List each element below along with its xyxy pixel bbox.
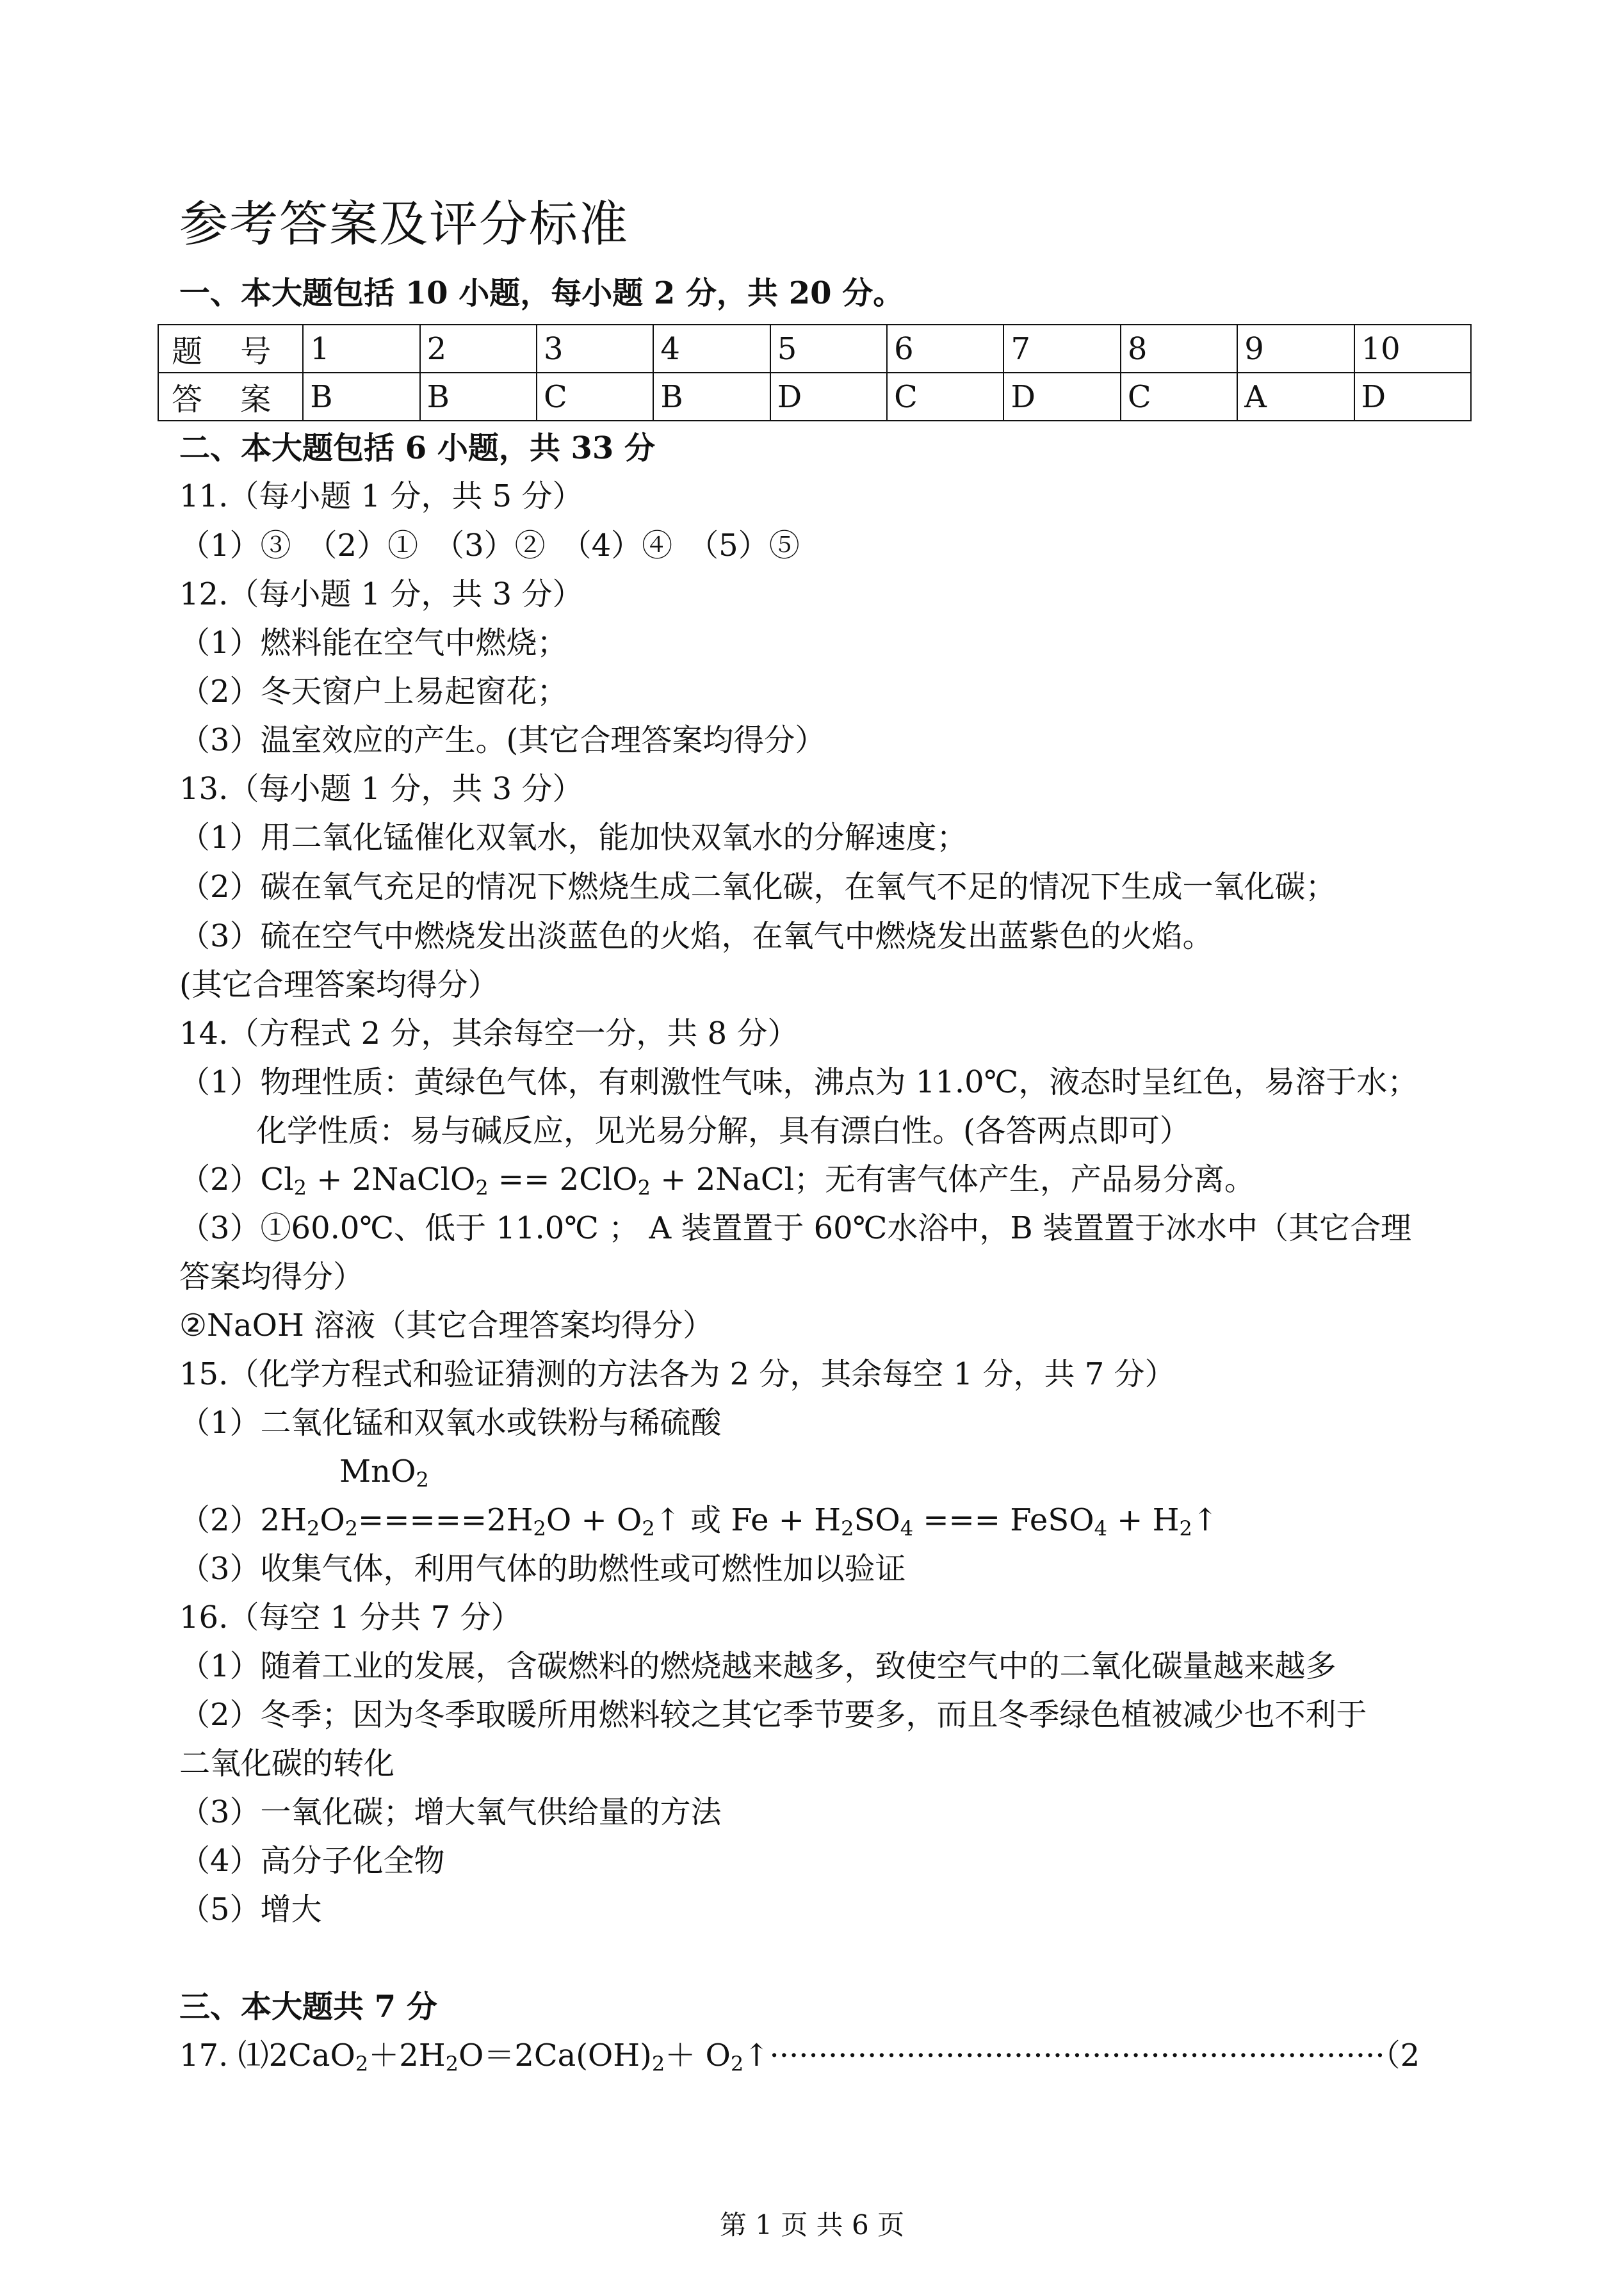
table-cell: B — [420, 373, 537, 421]
table-cell: 3 — [537, 325, 653, 373]
equation-text: ＋ O — [665, 2038, 731, 2073]
subscript: 2 — [841, 1516, 854, 1541]
subscript: 2 — [345, 1516, 359, 1541]
section3-heading: 三、本大题共 7 分 — [179, 1989, 437, 2025]
equation-text: === FeSO — [913, 1502, 1094, 1538]
q13-item-1: （1）用二氧化锰催化双氧水，能加快双氧水的分解速度； — [179, 820, 968, 856]
q14-heading: 14.（方程式 2 分，其余每空一分，共 8 分） — [179, 1016, 799, 1051]
table-cell: B — [653, 373, 770, 421]
section1-heading: 一、本大题包括 10 小题，每小题 2 分，共 20 分。 — [179, 275, 904, 311]
row-label-number: 题 号 — [158, 325, 303, 373]
q11-heading: 11.（每小题 1 分，共 5 分） — [179, 478, 583, 514]
subscript: 2 — [416, 1468, 429, 1492]
table-cell: C — [537, 373, 653, 421]
q16-item-2a: （2）冬季；因为冬季取暖所用燃料较之其它季节要多，而且冬季绿色植被减少也不利于 — [179, 1697, 1367, 1733]
table-cell: 10 — [1354, 325, 1471, 373]
equation-text: ＋2H — [368, 2038, 446, 2073]
equation-text: SO — [854, 1502, 900, 1538]
equation-text: 17. ⑴2CaO — [179, 2038, 355, 2073]
q13-item-2: （2）碳在氧气充足的情况下燃烧生成二氧化碳，在氧气不足的情况下生成一氧化碳； — [179, 869, 1336, 905]
q15-item-3: （3）收集气体，利用气体的助燃性或可燃性加以验证 — [179, 1551, 906, 1587]
subscript: 4 — [900, 1516, 914, 1541]
q13-note: (其它合理答案均得分） — [179, 967, 499, 1003]
table-cell: 7 — [1003, 325, 1120, 373]
equation-text: （2）Cl — [179, 1162, 294, 1197]
table-row-numbers — [158, 325, 1471, 373]
q16-item-5: （5）增大 — [179, 1892, 322, 1927]
q16-item-3: （3）一氧化碳；增大氧气供给量的方法 — [179, 1794, 722, 1830]
equation-text: + H — [1107, 1502, 1180, 1538]
subscript: 2 — [1179, 1516, 1192, 1541]
q11-answers: （1）③ （2）① （3）② （4）④ （5）⑤ — [179, 528, 800, 564]
section2-heading: 二、本大题包括 6 小题，共 33 分 — [179, 430, 656, 466]
table-cell: D — [770, 373, 887, 421]
subscript: 2 — [533, 1516, 546, 1541]
equation-text: ↑ 或 Fe + H — [654, 1502, 841, 1538]
equation-text: O＝2Ca(OH) — [458, 2038, 652, 2073]
equation-text: + 2NaClO — [306, 1162, 476, 1197]
equation-text: + 2NaCl；无有害气体产生，产品易分离。 — [650, 1162, 1255, 1197]
q14-item-2-equation — [179, 1160, 1255, 1199]
table-cell: C — [1121, 373, 1237, 421]
subscript: 2 — [642, 1516, 655, 1541]
subscript: 2 — [651, 2052, 665, 2076]
equation-text: == 2ClO — [488, 1162, 638, 1197]
q12-heading: 12.（每小题 1 分，共 3 分） — [179, 576, 583, 612]
q14-item-1-chemical: 化学性质：易与碱反应，见光易分解，具有漂白性。(各答两点即可） — [256, 1113, 1190, 1149]
table-cell: 4 — [653, 325, 770, 373]
q15-catalyst — [339, 1452, 429, 1491]
q12-item-2: （2）冬天窗户上易起窗花； — [179, 674, 568, 710]
q16-item-4: （4）高分子化全物 — [179, 1843, 445, 1879]
table-cell: 8 — [1121, 325, 1237, 373]
table-row-answers — [158, 373, 1471, 421]
row-label-answer: 答 案 — [158, 373, 303, 421]
subscript: 2 — [730, 2052, 744, 2076]
q13-heading: 13.（每小题 1 分，共 3 分） — [179, 771, 583, 807]
q16-heading: 16.（每空 1 分共 7 分） — [179, 1600, 522, 1635]
q15-item-2-equation — [179, 1501, 1218, 1539]
table-cell: 2 — [420, 325, 537, 373]
q17-equation — [179, 2036, 1420, 2075]
equation-text: O — [320, 1502, 345, 1538]
subscript: 2 — [306, 1516, 320, 1541]
table-cell: B — [303, 373, 419, 421]
table-cell: D — [1003, 373, 1120, 421]
q16-item-1: （1）随着工业的发展，含碳燃料的燃烧越来越多，致使空气中的二氧化碳量越来越多 — [179, 1648, 1336, 1684]
equation-text: O + O — [546, 1502, 642, 1538]
table-cell: C — [887, 373, 1003, 421]
q15-heading: 15.（化学方程式和验证猜测的方法各为 2 分，其余每空 1 分，共 7 分） — [179, 1356, 1176, 1392]
q14-item-3b: 答案均得分） — [179, 1259, 364, 1295]
subscript: 2 — [445, 2052, 459, 2076]
answer-table — [158, 324, 1472, 421]
subscript: 2 — [637, 1176, 651, 1200]
q12-item-1: （1）燃料能在空气中燃烧； — [179, 625, 568, 661]
equation-text: =====2H — [358, 1502, 533, 1538]
table-cell: 5 — [770, 325, 887, 373]
subscript: 2 — [355, 2052, 369, 2076]
catalyst-text: MnO — [339, 1454, 416, 1489]
subscript: 2 — [475, 1176, 489, 1200]
q14-item-1-physical: （1）物理性质：黄绿色气体，有刺激性气味，沸点为 11.0℃，液态时呈红色，易溶于水； — [179, 1064, 1418, 1100]
table-cell: 9 — [1237, 325, 1354, 373]
table-cell: 6 — [887, 325, 1003, 373]
equation-text: （2）2H — [179, 1502, 307, 1538]
subscript: 2 — [293, 1176, 307, 1200]
table-cell: 1 — [303, 325, 419, 373]
q16-item-2b: 二氧化碳的转化 — [179, 1746, 395, 1781]
q12-item-3: （3）温室效应的产生。(其它合理答案均得分） — [179, 722, 826, 758]
q13-item-3: （3）硫在空气中燃烧发出淡蓝色的火焰，在氧气中燃烧发出蓝紫色的火焰。 — [179, 918, 1214, 954]
table-cell: A — [1237, 373, 1354, 421]
equation-text: ↑ — [1192, 1502, 1219, 1538]
q15-item-1: （1）二氧化锰和双氧水或铁粉与稀硫酸 — [179, 1405, 722, 1441]
page-footer: 第 1 页 共 6 页 — [719, 2209, 905, 2241]
page-title: 参考答案及评分标准 — [179, 195, 629, 252]
table-cell: D — [1354, 373, 1471, 421]
q14-item-3c: ②NaOH 溶液（其它合理答案均得分） — [179, 1308, 714, 1343]
q14-item-3a: （3）①60.0℃、低于 11.0℃ ； A 装置置于 60℃水浴中，B 装置置于冰水中（其它合理 — [179, 1210, 1411, 1246]
subscript: 4 — [1094, 1516, 1107, 1541]
equation-text: ↑·······························································（2 — [743, 2038, 1420, 2073]
